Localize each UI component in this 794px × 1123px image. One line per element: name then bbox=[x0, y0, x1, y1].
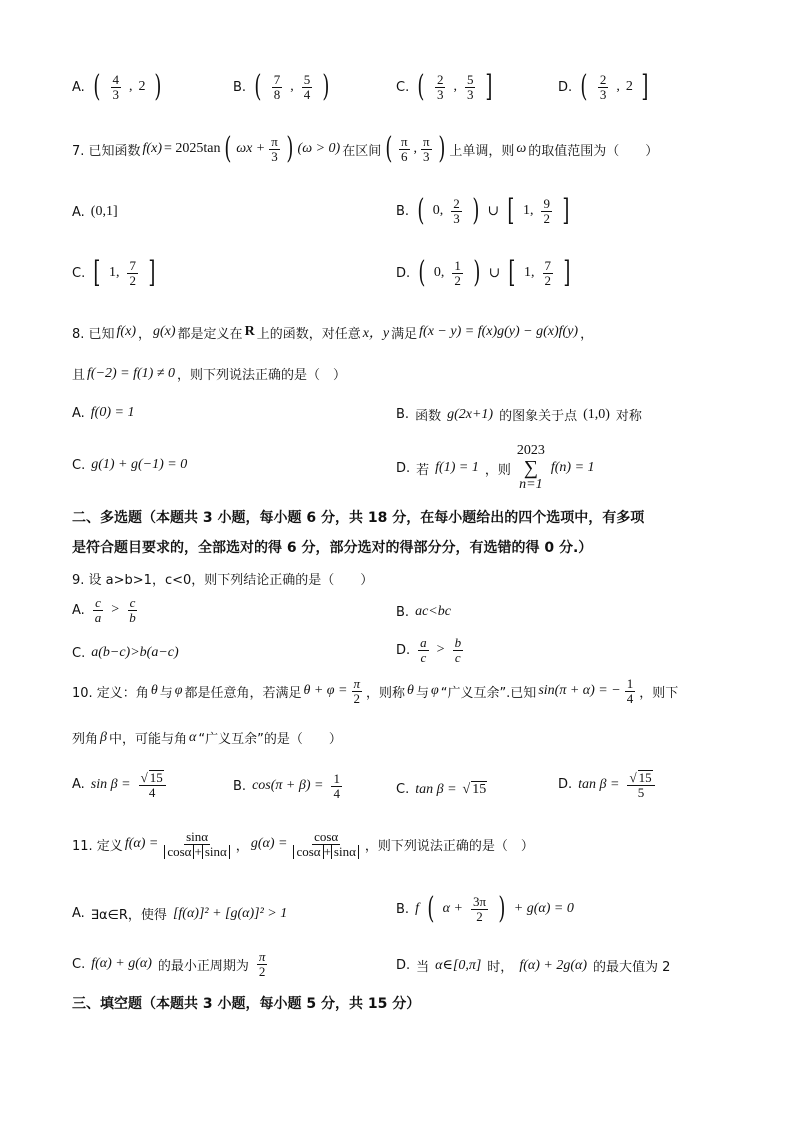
option-label: C. bbox=[72, 265, 86, 281]
question-text: 当 bbox=[416, 960, 430, 975]
math-expr: f(α) = bbox=[124, 836, 159, 852]
option-label: C. bbox=[72, 457, 86, 473]
fraction bbox=[257, 950, 268, 978]
numerator: 3π bbox=[472, 893, 487, 909]
numerator: π bbox=[423, 133, 430, 149]
q8-option-b bbox=[396, 405, 642, 424]
option-label: D. bbox=[396, 958, 411, 973]
numerator: 1 bbox=[626, 676, 634, 691]
paren: ( bbox=[93, 69, 101, 104]
q9-option-d bbox=[396, 636, 465, 664]
summation bbox=[517, 444, 545, 492]
denominator: 5 bbox=[637, 784, 645, 800]
math-expr: ∪ bbox=[487, 203, 500, 219]
q11-option-a bbox=[72, 904, 287, 923]
numerator: sinα bbox=[186, 829, 209, 844]
question-text: 若 bbox=[416, 462, 430, 478]
numerator: 9 bbox=[543, 195, 550, 211]
question-text: ， bbox=[580, 326, 594, 342]
denominator: 3 bbox=[466, 86, 474, 102]
denominator: 2 bbox=[544, 272, 552, 288]
option-label: C. bbox=[72, 645, 86, 661]
option-label: A. bbox=[72, 405, 85, 421]
abs-sin: sinα bbox=[331, 845, 359, 859]
math-expr: 1, bbox=[524, 265, 535, 280]
question-text: 都是定义在 bbox=[177, 326, 243, 342]
denominator: 3 bbox=[423, 148, 430, 164]
math-expr: [f(α)]² + [g(α)]² > 1 bbox=[172, 905, 288, 921]
q10-option-b bbox=[233, 772, 344, 800]
question-text: ， bbox=[137, 326, 151, 342]
q10-option-d bbox=[558, 770, 657, 799]
q11-stem bbox=[72, 830, 534, 859]
fraction bbox=[435, 73, 446, 101]
fraction bbox=[451, 197, 462, 225]
q8-stem-line2 bbox=[72, 364, 346, 383]
option-label: B. bbox=[233, 79, 247, 95]
option-label: D. bbox=[396, 460, 411, 476]
section-3-heading: 三、填空题（本题共 3 小题，每小题 5 分，共 15 分） bbox=[72, 996, 421, 1012]
denominator: a bbox=[94, 609, 102, 625]
fraction bbox=[111, 73, 122, 101]
q7-option-c: C. [ 1, $\frac{7}{2}$ ] bbox=[72, 255, 156, 290]
math-expr: f bbox=[415, 901, 419, 916]
question-text: ，则称 bbox=[366, 685, 406, 701]
numerator: c bbox=[95, 595, 101, 610]
math-expr: f(−2) = f(1) ≠ 0 bbox=[87, 365, 176, 381]
denominator: 2 bbox=[543, 210, 550, 226]
numerator: π bbox=[271, 133, 278, 149]
question-text: ，则下列说法正确的是（ ） bbox=[364, 838, 534, 854]
denominator: 2 bbox=[258, 963, 266, 979]
question-text: “广义互余”的是（ ） bbox=[198, 732, 342, 747]
question-text: 与 bbox=[159, 685, 173, 701]
fraction bbox=[302, 73, 313, 101]
q6-option-b: B. ( $\frac{7}{8}$ , $\frac{5}{4}$ ) bbox=[233, 69, 330, 104]
math-expr: 0, bbox=[432, 203, 444, 218]
numerator: 4 bbox=[112, 71, 120, 87]
option-label: C. bbox=[72, 956, 86, 972]
denominator: 3 bbox=[112, 86, 120, 102]
q9-option-a bbox=[72, 596, 140, 624]
fraction bbox=[127, 596, 138, 624]
fraction: $\frac{√ 15}{4}$ bbox=[139, 770, 166, 799]
q6-option-c: C. ( $\frac{2}{3}$ , $\frac{5}{3}$ ] bbox=[396, 69, 493, 104]
numerator: π bbox=[258, 949, 266, 964]
denominator bbox=[162, 845, 231, 859]
math-expr: f(x) bbox=[142, 141, 162, 156]
denominator: 4 bbox=[626, 690, 634, 706]
fraction bbox=[127, 259, 138, 287]
math-expr: g(x) bbox=[153, 324, 176, 339]
numerator: 2 bbox=[436, 71, 444, 87]
math-expr: α + bbox=[442, 901, 463, 916]
denominator: c bbox=[420, 649, 427, 665]
sum-upper: 2023 bbox=[516, 443, 545, 458]
math-expr: 1, bbox=[522, 203, 534, 218]
math-expr: 1, bbox=[108, 265, 120, 280]
question-text: 的最大值为 2 bbox=[593, 960, 671, 975]
numerator: 7 bbox=[544, 257, 552, 273]
math-expr: (1,0) bbox=[583, 406, 610, 422]
math-expr: sin β = bbox=[90, 776, 131, 792]
q9-option-c bbox=[72, 645, 179, 661]
math-expr: a(b−c)>b(a−c) bbox=[91, 645, 179, 660]
question-text: 与 bbox=[415, 685, 429, 701]
question-text: 函数 bbox=[415, 409, 442, 424]
option-label: B. bbox=[233, 778, 247, 794]
math-expr: R bbox=[244, 324, 255, 339]
denominator: 4 bbox=[303, 86, 311, 102]
math-expr: 0, bbox=[433, 265, 445, 280]
question-text: 列角 bbox=[72, 732, 99, 747]
sigma-symbol: ∑ bbox=[523, 457, 538, 479]
q7-option-b: B. ( 0, $\frac{2}{3}$ ) ∪ [ 1, $\frac{9}{2}$ ] bbox=[396, 193, 570, 228]
q8-option-a bbox=[72, 405, 134, 421]
question-text: 8. 已知 bbox=[72, 326, 115, 342]
denominator: 2 bbox=[353, 690, 361, 706]
q8-option-c bbox=[72, 457, 187, 473]
operator: > bbox=[111, 602, 120, 618]
q7-stem: 7. 已知函数 f(x) = 2025tan ( ωx + $\frac{\pi}{3}$ ) (ω > 0) 在区间 ( $\frac{\pi}{6}$ , $\frac{\pi}{3}$ ) 上单调，则 ω 的取值范围为（ ） bbox=[72, 131, 659, 166]
q11-option-b: B. f ( α + $\frac{3\pi}{2}$ ) + g(α) = 0 bbox=[396, 891, 574, 926]
math-expr: (0,1] bbox=[90, 204, 118, 219]
numerator: 5 bbox=[466, 71, 474, 87]
numerator: cosα bbox=[314, 829, 339, 844]
q8-option-d bbox=[396, 444, 595, 492]
fraction bbox=[541, 197, 552, 225]
option-label: B. bbox=[396, 901, 410, 917]
option-label: B. bbox=[396, 203, 410, 219]
section-2-heading-line2: 是符合题目要求的，全部选对的得 6 分，部分选对的得部分分，有选错的得 0 分.） bbox=[72, 540, 593, 556]
q11-option-c bbox=[72, 950, 269, 978]
fraction bbox=[421, 135, 432, 163]
question-text: 上单调，则 bbox=[449, 143, 515, 159]
denominator: b bbox=[129, 609, 136, 625]
radicand: 15 bbox=[149, 770, 163, 785]
math-expr: + g(α) = 0 bbox=[513, 901, 574, 916]
abs-cos: cosα bbox=[293, 845, 323, 859]
math-expr: β bbox=[100, 729, 107, 745]
math-expr: f(x − y) = f(x)g(y) − g(x)f(y) bbox=[419, 324, 579, 339]
math-expr: = 2025tan bbox=[163, 141, 221, 156]
question-text: 对称 bbox=[615, 409, 642, 424]
denominator bbox=[291, 845, 360, 859]
fraction bbox=[452, 259, 463, 287]
denominator: 4 bbox=[333, 785, 340, 801]
q6-option-d: D. ( $\frac{2}{3}$ , 2 ] bbox=[558, 69, 649, 104]
math-expr: g(1) + g(−1) = 0 bbox=[91, 457, 188, 472]
math-expr: φ bbox=[174, 683, 183, 699]
math-expr: α∈[0,π] bbox=[435, 958, 482, 973]
math-expr: g(2x+1) bbox=[447, 406, 494, 422]
numerator: 7 bbox=[273, 71, 281, 87]
value: 2 bbox=[138, 79, 146, 94]
section-2-heading-line1: 二、多选题（本题共 3 小题，每小题 6 分，共 18 分，在每小题给出的四个选项中，有多项 bbox=[72, 510, 645, 526]
question-text: ，则下 bbox=[639, 685, 679, 701]
fraction bbox=[331, 772, 342, 800]
question-text: 都是任意角，若满足 bbox=[184, 685, 302, 701]
q6-option-a: A. ( $\frac{4}{3}$ , 2 ) bbox=[72, 69, 161, 104]
question-text: 的取值范围为（ ） bbox=[528, 143, 659, 159]
numerator: 5 bbox=[303, 71, 311, 87]
math-expr: cos(π + β) = bbox=[252, 778, 324, 794]
math-expr: ωx + bbox=[236, 141, 266, 156]
fraction bbox=[272, 73, 283, 101]
denominator: 2 bbox=[454, 272, 461, 288]
option-label: B. bbox=[396, 407, 410, 422]
denominator: 4 bbox=[148, 784, 156, 800]
q11-option-d bbox=[396, 956, 670, 975]
question-text: 时， bbox=[487, 960, 514, 975]
q10-stem-line1 bbox=[72, 677, 678, 705]
math-expr: f(n) = 1 bbox=[550, 460, 595, 475]
q9-stem bbox=[72, 569, 373, 588]
math-expr: ac<bc bbox=[415, 604, 451, 619]
option-label: D. bbox=[558, 777, 573, 793]
question-text: ，则 bbox=[484, 462, 511, 478]
fraction bbox=[93, 596, 104, 624]
denominator: 8 bbox=[273, 86, 281, 102]
fraction bbox=[543, 259, 554, 287]
math-expr: (ω > 0) bbox=[297, 141, 341, 156]
question-text: ， bbox=[235, 838, 249, 854]
question-text: 在区间 bbox=[342, 143, 382, 159]
q10-stem-line2 bbox=[72, 728, 342, 747]
fraction bbox=[162, 830, 231, 859]
numerator: c bbox=[129, 595, 136, 610]
option-label: D. bbox=[558, 79, 573, 95]
q7-option-a bbox=[72, 204, 118, 220]
denominator: 3 bbox=[453, 210, 460, 226]
math-expr: f(α) + 2g(α) bbox=[519, 957, 587, 973]
question-text: 的最小正周期为 bbox=[157, 958, 249, 974]
option-label: A. bbox=[72, 602, 85, 618]
fraction bbox=[453, 636, 464, 664]
math-expr: sin(π + α) = − bbox=[538, 683, 621, 699]
numerator: π bbox=[353, 676, 361, 691]
question-text: 9. 设 a>b>1，c<0，则下列结论正确的是（ ） bbox=[72, 573, 374, 588]
math-expr: f(x) bbox=[116, 324, 136, 339]
math-expr: x，y bbox=[362, 326, 390, 341]
value: 2 bbox=[625, 79, 633, 94]
numerator: b bbox=[454, 635, 462, 650]
math-expr: tan β = bbox=[578, 776, 620, 792]
math-expr: f(0) = 1 bbox=[90, 405, 135, 420]
math-expr: tan β = bbox=[415, 781, 457, 797]
option-label: A. bbox=[72, 204, 85, 220]
question-text: “广义互余”.已知 bbox=[440, 685, 537, 701]
math-expr: θ + φ = bbox=[303, 683, 348, 699]
option-label: C. bbox=[396, 79, 410, 95]
question-text: 中，可能与角 bbox=[109, 732, 188, 747]
math-expr: g(α) = bbox=[250, 836, 288, 852]
option-label: A. bbox=[72, 777, 85, 793]
question-text: ∃α∈R，使得 bbox=[90, 908, 167, 923]
option-label: B. bbox=[396, 604, 410, 620]
numerator: 1 bbox=[454, 257, 461, 273]
fraction bbox=[471, 895, 488, 923]
question-text: 且 bbox=[72, 368, 86, 383]
question-text: 11. 定义 bbox=[72, 838, 123, 854]
option-label: C. bbox=[396, 782, 410, 797]
q7-option-d: D. ( 0, $\frac{1}{2}$ ) ∪ [ 1, $\frac{7}{2}$ ] bbox=[396, 255, 571, 290]
denominator: 3 bbox=[271, 148, 278, 164]
fraction bbox=[399, 135, 410, 163]
numerator: π bbox=[400, 133, 408, 149]
numerator: 2 bbox=[453, 195, 460, 211]
fraction bbox=[465, 73, 476, 101]
question-text: 10. 定义：角 bbox=[72, 685, 149, 701]
fraction bbox=[625, 677, 636, 705]
option-label: A. bbox=[72, 906, 85, 921]
math-expr: ∪ bbox=[488, 265, 501, 281]
math-expr: f(1) = 1 bbox=[435, 460, 479, 475]
math-expr: θ bbox=[150, 683, 158, 699]
q10-option-a bbox=[72, 770, 168, 799]
sum-lower: n=1 bbox=[519, 477, 543, 492]
math-expr: f(α) + g(α) bbox=[91, 956, 152, 972]
operator: + bbox=[194, 843, 202, 859]
fraction bbox=[269, 135, 280, 163]
q10-option-c: C. tan β = √ 15 bbox=[396, 781, 487, 797]
denominator: 3 bbox=[436, 86, 444, 102]
q8-stem-line1 bbox=[72, 322, 593, 342]
option-label: D. bbox=[396, 642, 411, 658]
math-expr: ω bbox=[516, 141, 527, 156]
radicand: 15 bbox=[638, 770, 652, 785]
denominator: 2 bbox=[129, 272, 136, 288]
numerator: 1 bbox=[333, 771, 340, 786]
paren: ) bbox=[153, 69, 161, 104]
question-text: 7. 已知函数 bbox=[72, 143, 141, 159]
q9-option-b bbox=[396, 604, 451, 620]
fraction bbox=[418, 636, 429, 664]
fraction bbox=[291, 830, 360, 859]
denominator: 6 bbox=[400, 148, 408, 164]
radicand: 15 bbox=[472, 782, 487, 797]
question-text: 上的函数，对任意 bbox=[256, 326, 361, 342]
denominator: c bbox=[454, 649, 461, 665]
denominator: 2 bbox=[476, 908, 483, 924]
fraction bbox=[352, 677, 363, 705]
option-label: A. bbox=[72, 79, 85, 95]
question-text: ，则下列说法正确的是（ ） bbox=[177, 368, 347, 383]
fraction bbox=[598, 73, 609, 101]
numerator: 2 bbox=[599, 71, 607, 87]
operator: > bbox=[436, 642, 445, 658]
denominator: 3 bbox=[599, 86, 607, 102]
abs-cos: cosα bbox=[164, 845, 194, 859]
numerator: 7 bbox=[129, 257, 136, 273]
question-text: 满足 bbox=[391, 326, 418, 342]
math-expr: θ bbox=[407, 683, 414, 699]
operator: + bbox=[323, 843, 331, 859]
option-label: D. bbox=[396, 265, 411, 281]
question-text: 的图象关于点 bbox=[499, 409, 578, 424]
math-expr: φ bbox=[430, 683, 439, 699]
abs-sin: sinα bbox=[202, 845, 230, 859]
math-expr: α bbox=[189, 729, 197, 745]
numerator: a bbox=[420, 635, 427, 650]
fraction: $\frac{√ 15}{5}$ bbox=[627, 770, 654, 799]
